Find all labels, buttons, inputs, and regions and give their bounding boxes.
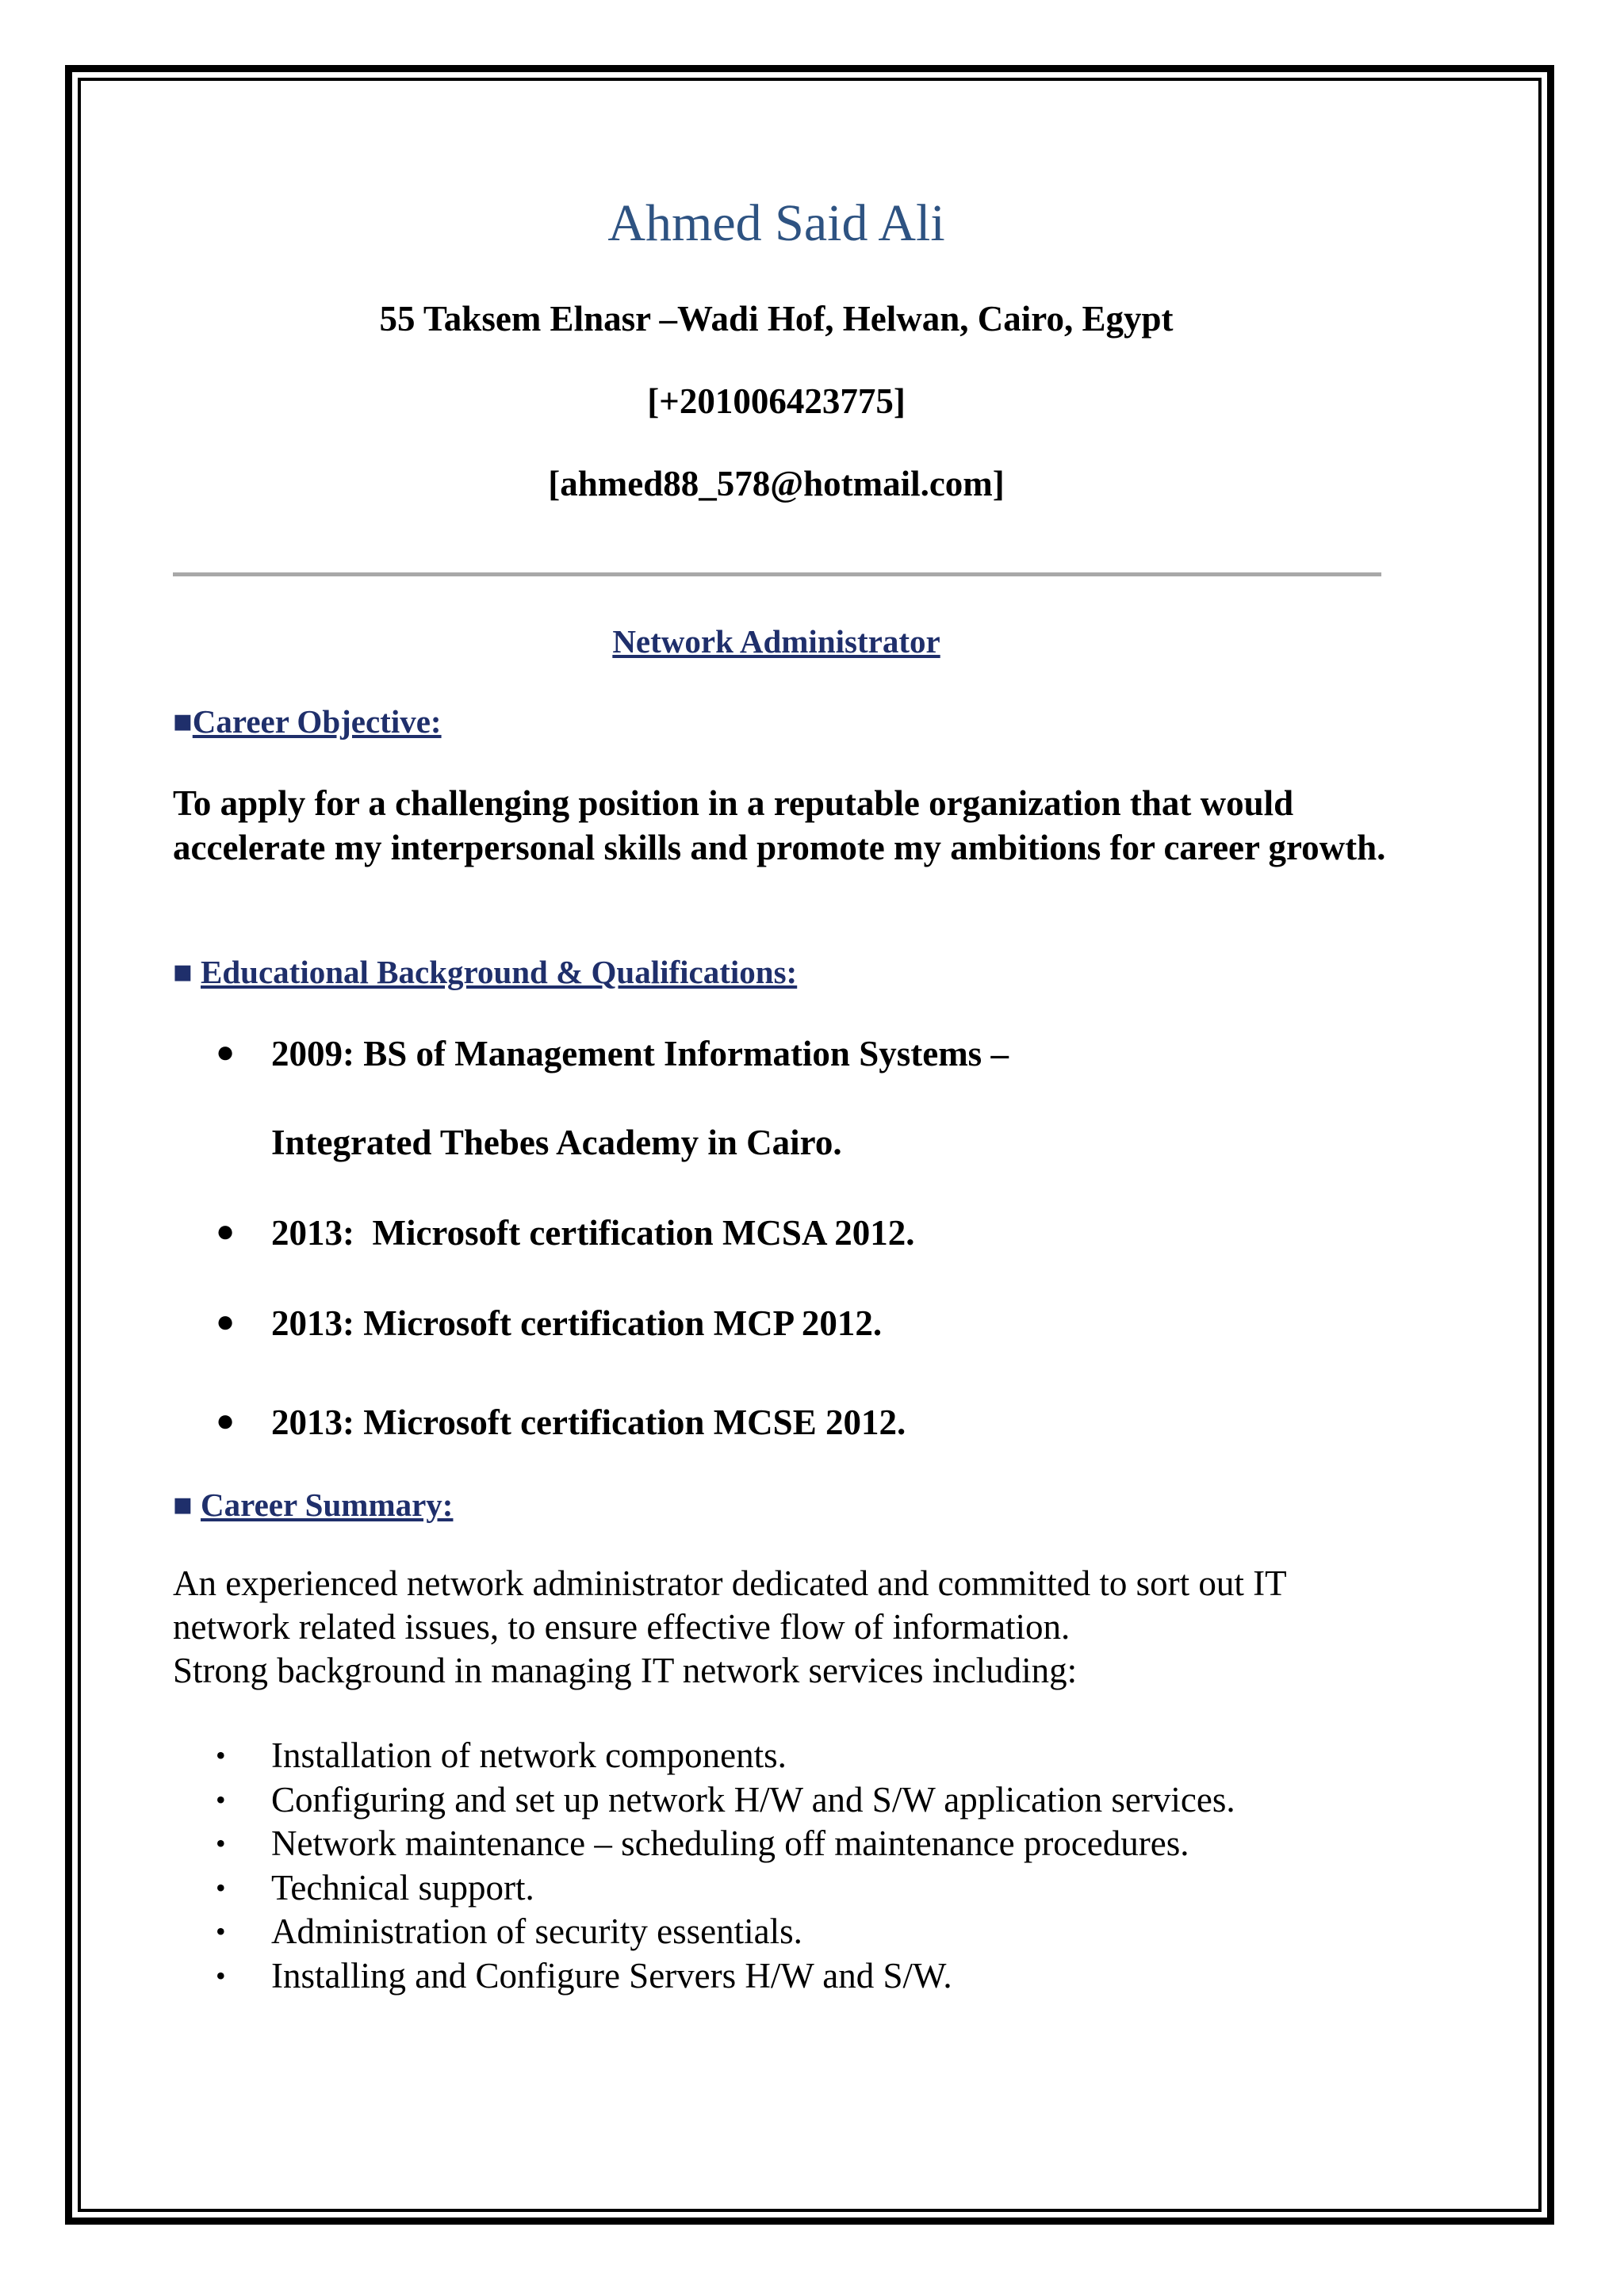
summary-paragraph: An experienced network administrator dedicated and committed to sort out IT network related issues, to ensure effective flow of information. [173, 1563, 1286, 1647]
education-item-text: 2013: Microsoft certification MCP 2012. [271, 1303, 883, 1343]
job-title: Network Administrator [612, 623, 940, 660]
bullet-icon: ● [216, 1402, 236, 1438]
list-item [216, 1734, 1235, 1778]
education-item [216, 1212, 914, 1253]
skills-list [216, 1734, 1235, 1998]
bullet-icon: • [216, 1739, 226, 1771]
career-objective-label: Career Objective: [192, 703, 442, 740]
header-divider [173, 572, 1381, 576]
skill-text: Configuring and set up network H/W and S/W application services. [271, 1779, 1235, 1820]
square-bullet-icon: ■ [173, 1487, 201, 1523]
career-objective-heading [173, 702, 442, 740]
bullet-icon: • [216, 1915, 226, 1947]
skill-text: Installation of network components. [271, 1735, 787, 1775]
list-item [216, 1778, 1235, 1823]
education-label: Educational Background & Qualifications: [201, 954, 798, 990]
education-heading [173, 953, 797, 991]
skill-text: Installing and Configure Servers H/W and S/W. [271, 1955, 952, 1996]
bullet-icon: ● [216, 1213, 236, 1249]
education-item [216, 1303, 882, 1344]
bullet-icon: • [216, 1871, 226, 1904]
skill-text: Network maintenance – scheduling off maintenance procedures. [271, 1823, 1189, 1863]
candidate-name: Ahmed Said Ali [607, 194, 945, 252]
education-item-text: 2013: Microsoft certification MCSE 2012. [271, 1402, 906, 1442]
bullet-icon: ● [216, 1034, 236, 1070]
phone: [+201006423775] [647, 381, 906, 421]
career-summary-heading [173, 1486, 453, 1524]
education-item [216, 1402, 906, 1443]
square-bullet-icon: ■ [173, 954, 201, 990]
education-item [216, 1033, 1009, 1074]
list-item [216, 1822, 1235, 1866]
career-summary-label: Career Summary: [201, 1487, 454, 1523]
summary-paragraph: Strong background in managing IT network services including: [173, 1651, 1078, 1690]
education-item-text: 2013: Microsoft certification MCSA 2012. [271, 1213, 915, 1253]
list-item [216, 1954, 1235, 1999]
bullet-icon: • [216, 1827, 226, 1859]
skill-text: Technical support. [271, 1867, 534, 1908]
address: 55 Taksem Elnasr –Wadi Hof, Helwan, Cairo, Egypt [379, 299, 1174, 339]
bullet-icon: • [216, 1783, 226, 1816]
education-item-text: 2009: BS of Management Information Systems – [271, 1034, 1009, 1073]
email: [ahmed88_578@hotmail.com] [548, 464, 1005, 503]
education-item-continuation: Integrated Thebes Academy in Cairo. [271, 1123, 842, 1162]
square-bullet-icon: ■ [173, 703, 193, 740]
career-objective-text: To apply for a challenging position in a reputable organization that would accelerate my interpersonal skills and promote my ambitions for career growth. [173, 783, 1386, 867]
list-item [216, 1866, 1235, 1911]
career-summary-text [173, 1562, 1410, 1693]
list-item [216, 1910, 1235, 1954]
bullet-icon: ● [216, 1303, 236, 1339]
skill-text: Administration of security essentials. [271, 1911, 802, 1951]
bullet-icon: • [216, 1959, 226, 1992]
